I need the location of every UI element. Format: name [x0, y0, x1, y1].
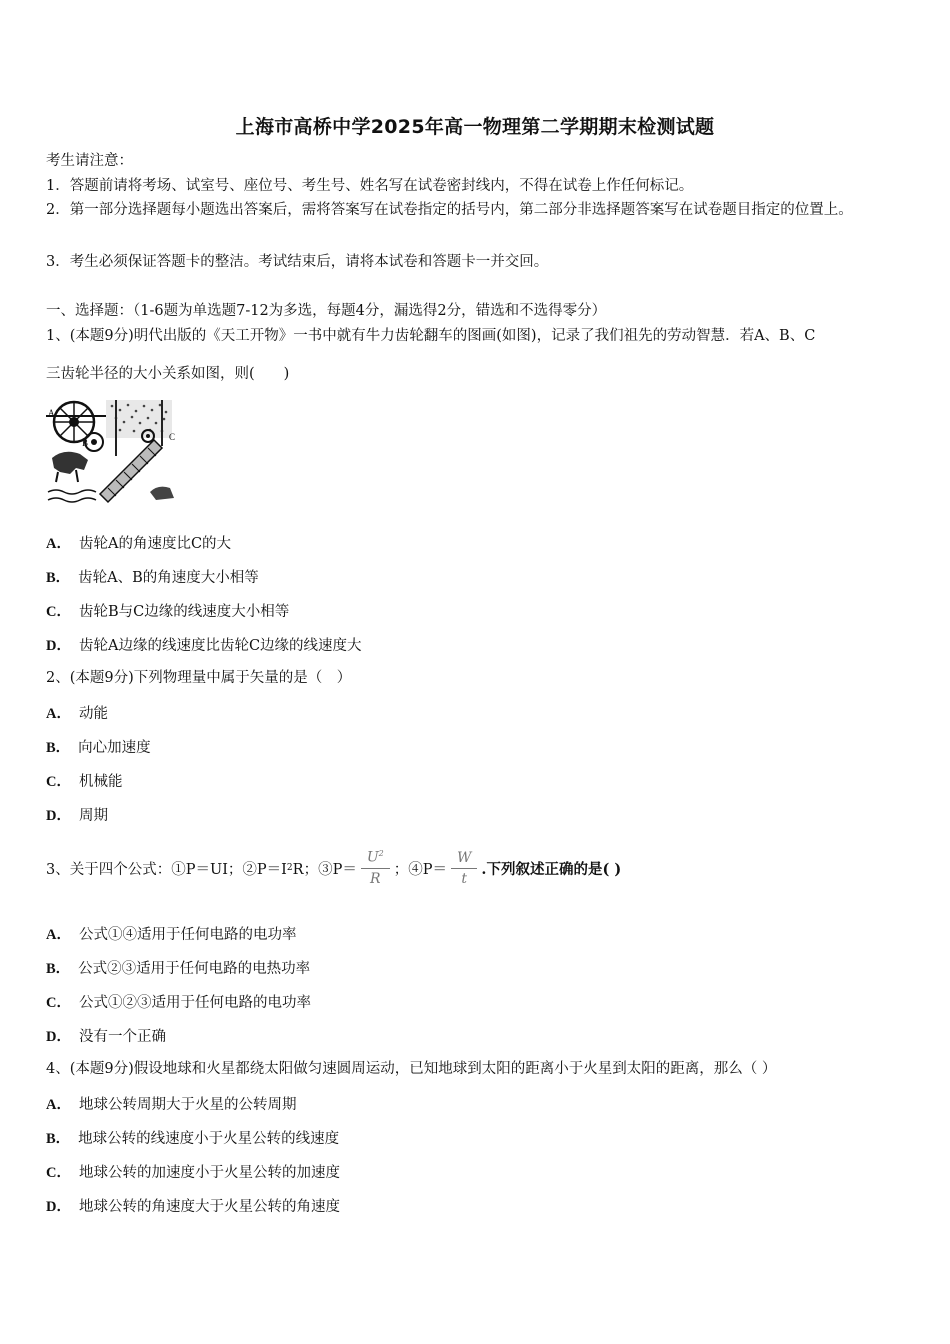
- q3-option-c[interactable]: C． 公式①②③适用于任何电路的电功率: [46, 995, 311, 1011]
- q3-square-exponent: 2: [286, 863, 293, 873]
- page-title: 上海市高桥中学2025年高一物理第二学期期末检测试题: [235, 116, 715, 138]
- gear-label-a: A: [48, 408, 55, 418]
- notice-item-3: 3．考生必须保证答题卡的整洁。考试结束后，请将本试卷和答题卡一并交回。: [46, 254, 549, 270]
- q4-option-a[interactable]: A． 地球公转周期大于火星的公转周期: [46, 1097, 297, 1113]
- q1-stem-line1: 1、(本题9分)明代出版的《天工开物》一书中就有牛力齿轮翻车的图画(如图)，记录了我们祖先的劳动智慧．若A、B、C: [46, 328, 816, 344]
- q2-option-b[interactable]: B． 向心加速度: [46, 740, 151, 756]
- q1-option-a[interactable]: A． 齿轮A的角速度比C的大: [46, 536, 232, 552]
- q4-stem: 4、(本题9分)假设地球和火星都绕太阳做匀速圆周运动，已知地球到太阳的距离小于火星到太阳的距离，那么（ ）: [46, 1061, 777, 1077]
- q3-part2: R；③P＝: [292, 861, 357, 878]
- q2-option-d[interactable]: D． 周期: [46, 808, 108, 824]
- q3-option-d[interactable]: D． 没有一个正确: [46, 1029, 166, 1045]
- fraction-w-over-t: $\frac{W}{t}$: [451, 850, 477, 887]
- q4-option-b[interactable]: B． 地球公转的线速度小于火星公转的线速度: [46, 1131, 340, 1147]
- section-heading: 一、选择题：（1-6题为单选题7-12为多选，每题4分，漏选得2分，错选和不选得零分）: [46, 303, 607, 319]
- q1-option-b[interactable]: B． 齿轮A、B的角速度大小相等: [46, 570, 259, 586]
- q2-stem: 2、(本题9分)下列物理量中属于矢量的是（ ）: [46, 670, 352, 686]
- q4-option-c[interactable]: C． 地球公转的加速度小于火星公转的加速度: [46, 1165, 340, 1181]
- q3-part1: 3、关于四个公式：①P＝UI；②P＝I: [46, 861, 287, 878]
- q1-option-c[interactable]: C． 齿轮B与C边缘的线速度大小相等: [46, 604, 290, 620]
- notice-item-2: 2．第一部分选择题每小题选出答案后，需将答案写在试卷指定的括号内，第二部分非选择题答案写在试卷题目指定的位置上。: [46, 202, 853, 218]
- gear-label-c: C: [169, 432, 176, 442]
- q2-option-c[interactable]: C． 机械能: [46, 774, 123, 790]
- q1-stem-line2: 三齿轮半径的大小关系如图，则( ): [46, 366, 290, 382]
- ox-gear-waterwheel-figure: [46, 396, 178, 506]
- gear-label-b: B: [82, 438, 89, 448]
- q3-option-a[interactable]: A． 公式①④适用于任何电路的电功率: [46, 927, 297, 943]
- notice-item-1: 1．答题前请将考场、试室号、座位号、考生号、姓名写在试卷密封线内，不得在试卷上作任何标记。: [46, 178, 694, 194]
- q4-option-d[interactable]: D． 地球公转的角速度大于火星公转的角速度: [46, 1199, 340, 1215]
- notice-heading: 考生请注意：: [46, 153, 133, 169]
- q2-option-a[interactable]: A． 动能: [46, 706, 108, 722]
- q3-part4: .下列叙述正确的是( ): [481, 860, 622, 878]
- q3-option-b[interactable]: B． 公式②③适用于任何电路的电热功率: [46, 961, 311, 977]
- q3-stem: [46, 838, 621, 898]
- q1-option-d[interactable]: D． 齿轮A边缘的线速度比齿轮C边缘的线速度大: [46, 638, 362, 654]
- q3-part3: ；④P＝: [393, 861, 448, 878]
- fraction-u2-over-r: $\frac{U^2}{R}$: [361, 849, 390, 887]
